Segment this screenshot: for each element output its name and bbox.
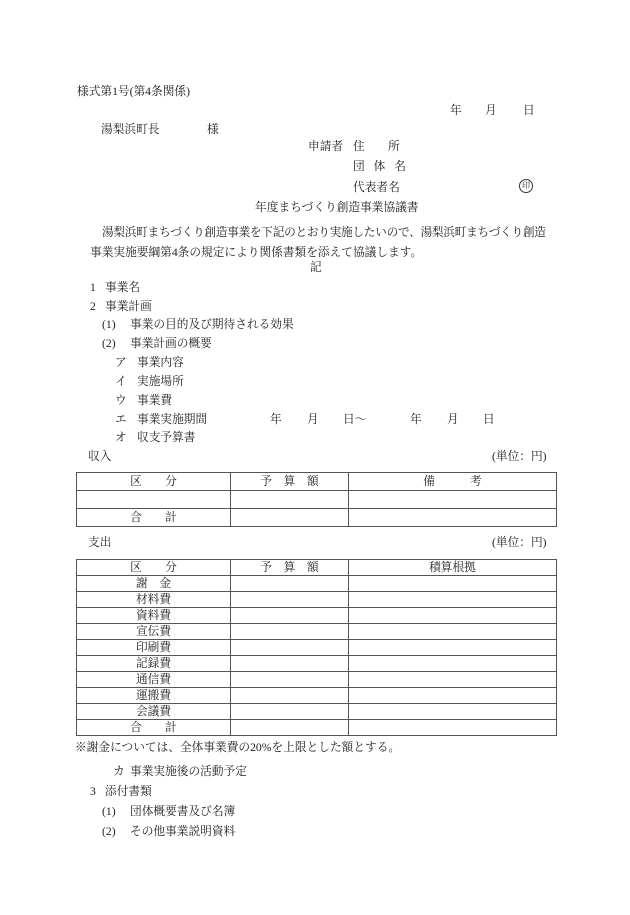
table-cell [349,640,557,656]
plan-item-marker: ウ [115,394,127,407]
attachment-label: その他事業説明資料 [130,825,236,838]
table-row [77,592,557,608]
addressee-honorific: 様 [207,123,219,136]
table-row [77,576,557,592]
header-calculation-basis: 積算根拠 [349,560,557,576]
period-start-year: 年 [270,413,282,426]
date-month-label: 月 [485,104,497,117]
table-row [77,704,557,720]
attachment-number: (1) [102,805,116,818]
table-cell [231,576,349,592]
table-cell [349,656,557,672]
header-remarks: 備 考 [349,473,557,491]
ki-heading: 記 [310,261,322,274]
outline-label: 事業計画の概要 [130,337,212,350]
outline-number: 3 [90,785,96,798]
table-cell [231,640,349,656]
header-category: 区 分 [77,473,231,491]
outline-label: 事業の目的及び期待される効果 [130,318,294,331]
plan-item-marker: ア [115,356,127,369]
period-end-month: 月 [447,413,459,426]
table-cell: 印刷費 [77,640,231,656]
table-cell [231,688,349,704]
applicant-label: 申請者 [308,140,344,153]
form-number: 様式第1号(第4条関係) [77,85,190,98]
outline-label: 事業計画 [105,300,152,313]
table-cell [77,491,231,509]
table-cell: 運搬費 [77,688,231,704]
table-cell [349,491,557,509]
table-row [77,491,557,509]
table-cell: 謝 金 [77,576,231,592]
table-row [77,688,557,704]
table-cell [231,704,349,720]
table-cell [349,509,557,527]
plan-item-marker: イ [115,375,127,388]
period-end-day: 日 [483,413,495,426]
expense-table [76,559,557,736]
outline-number: (2) [102,337,116,350]
table-cell [349,624,557,640]
date-year-label: 年 [450,104,462,117]
expense-label: 支出 [88,536,112,549]
outline-number: (1) [102,318,116,331]
plan-item-label: 事業内容 [137,356,184,369]
income-unit: (単位：円) [492,450,547,463]
table-cell [349,720,557,736]
plan-item-label: 実施場所 [137,375,184,388]
table-cell: 通信費 [77,672,231,688]
table-header-row [77,560,557,576]
table-cell: 資料費 [77,608,231,624]
table-cell [231,672,349,688]
body-line-1: 湯梨浜町まちづくり創造事業を下記のとおり実施したいので、湯梨浜町まちづくり創造 [102,226,546,239]
table-cell [231,624,349,640]
total-label: 合 計 [77,509,231,527]
table-cell [349,672,557,688]
table-total-row [77,720,557,736]
header-category: 区 分 [77,560,231,576]
table-header-row [77,473,557,491]
outline-number: 2 [90,300,96,313]
outline-label: 事業名 [105,281,141,294]
body-line-2: 事業実施要綱第4条の規定により関係書類を添えて協議します。 [90,246,423,259]
attachments-label: 添付書類 [105,785,152,798]
table-cell [231,509,349,527]
table-cell [349,576,557,592]
table-row [77,672,557,688]
table-cell [231,491,349,509]
plan-item-label: 事業実施期間 [137,413,208,426]
period-start-day: 日～ [343,413,367,426]
table-cell [231,608,349,624]
group-name-label: 団 体 名 [353,160,406,173]
table-cell: 記録費 [77,656,231,672]
income-label: 収入 [88,450,112,463]
table-cell [231,592,349,608]
attachment-number: (2) [102,825,116,838]
seal-icon: 印 [519,179,533,193]
honorarium-note: ※謝金については、全体事業費の20%を上限とした額とする。 [75,741,401,754]
plan-item-label: 事業費 [137,394,173,407]
table-cell [349,704,557,720]
header-budget: 予 算 額 [231,473,349,491]
period-end-year: 年 [410,413,422,426]
table-cell [349,608,557,624]
addressee-name: 湯梨浜町長 [101,123,160,136]
period-start-month: 月 [307,413,319,426]
plan-item-marker: カ [113,765,125,778]
table-cell [349,592,557,608]
table-cell [349,688,557,704]
income-table [76,472,557,527]
address-label: 住 所 [353,140,400,153]
plan-item-label: 事業実施後の活動予定 [130,765,247,778]
document-title: 年度まちづくり創造事業協議書 [255,201,419,214]
expense-unit: (単位：円) [492,536,547,549]
plan-item-marker: エ [115,413,127,426]
table-cell: 材料費 [77,592,231,608]
table-total-row [77,509,557,527]
table-cell [231,656,349,672]
representative-label: 代表者名 [353,181,400,194]
table-cell: 会議費 [77,704,231,720]
outline-number: 1 [90,281,96,294]
header-budget: 予 算 額 [231,560,349,576]
table-cell [231,720,349,736]
date-day-label: 日 [523,104,535,117]
table-row [77,640,557,656]
table-cell: 宣伝費 [77,624,231,640]
attachment-label: 団体概要書及び名簿 [130,805,236,818]
table-row [77,656,557,672]
total-label: 合 計 [77,720,231,736]
plan-item-marker: オ [115,431,127,444]
table-row [77,608,557,624]
plan-item-label: 収支予算書 [137,431,196,444]
table-row [77,624,557,640]
